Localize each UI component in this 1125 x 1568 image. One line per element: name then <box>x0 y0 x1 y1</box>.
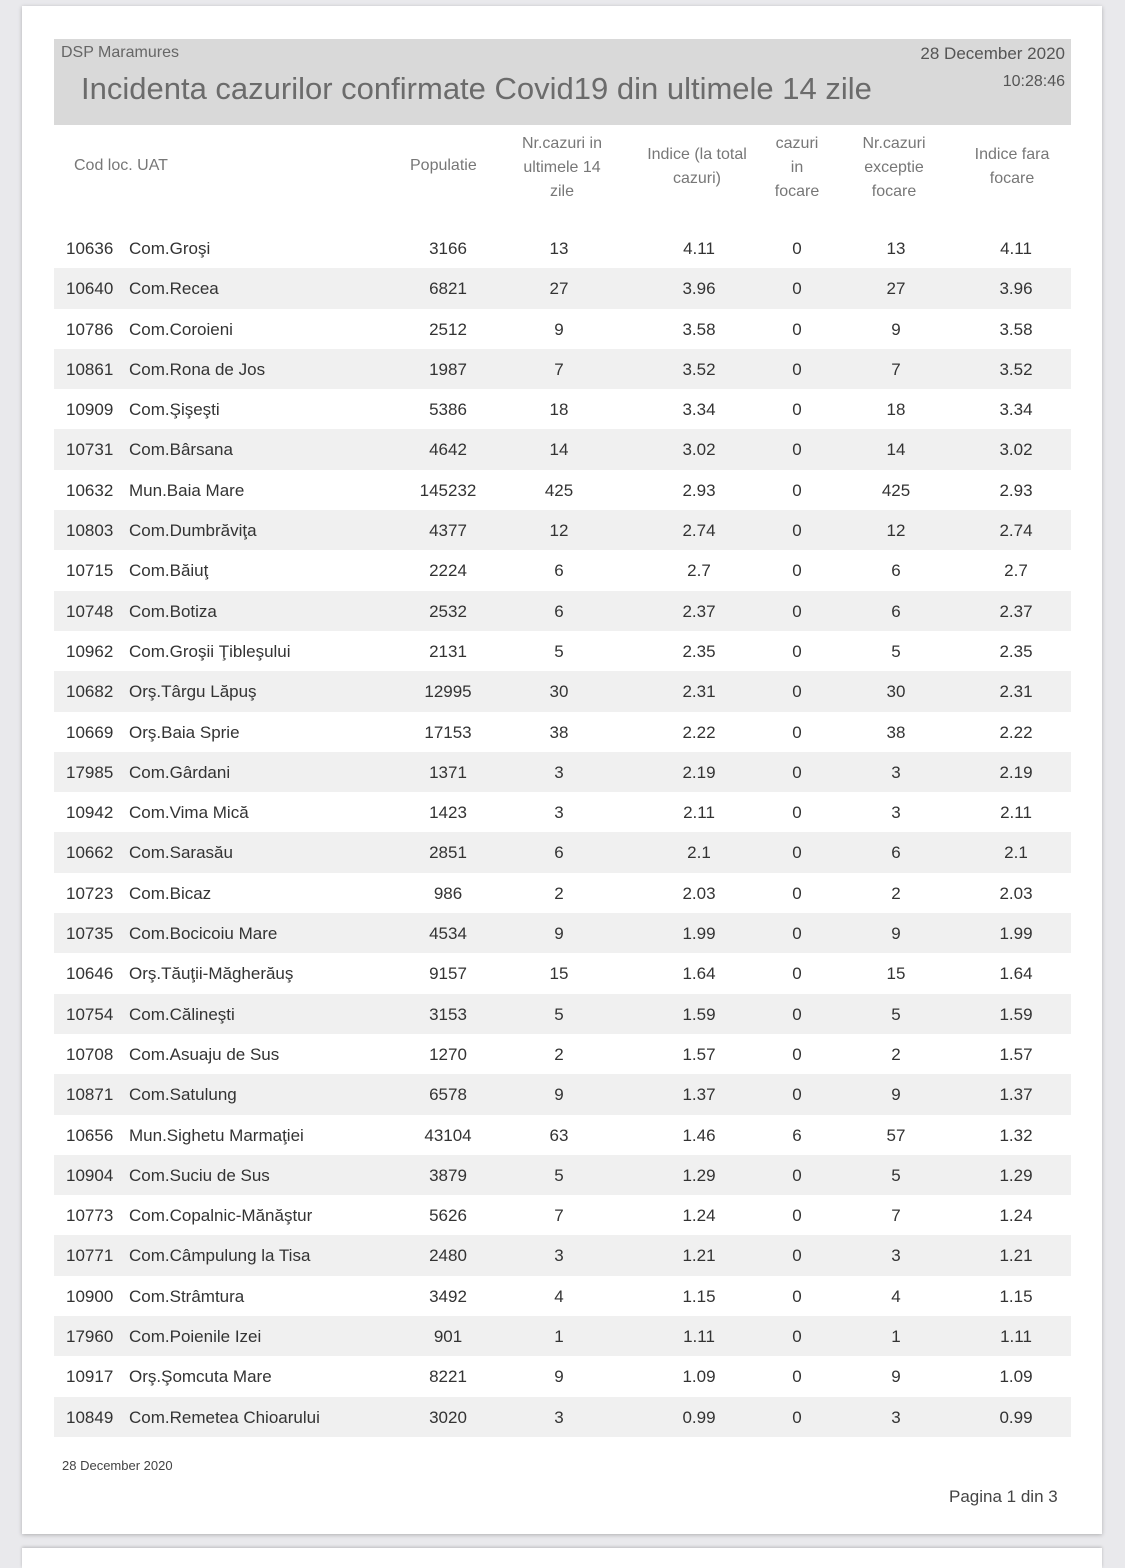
cell-uat: Com.Remetea Chioarului <box>129 1407 320 1427</box>
cell-uat: Orş.Baia Sprie <box>129 722 240 742</box>
cell-cod: 10803 <box>66 521 114 541</box>
cell-indice-fara-focare: 1.59 <box>999 1004 1033 1024</box>
cell-cod: 10754 <box>66 1004 114 1024</box>
cell-exceptie-focare: 9 <box>891 1367 901 1387</box>
cell-uat: Com.Coroieni <box>129 319 233 339</box>
cell-exceptie-focare: 15 <box>886 964 906 984</box>
cell-exceptie-focare: 2 <box>891 883 901 903</box>
cell-cazuri-focare: 0 <box>792 1206 802 1226</box>
cell-indice: 2.7 <box>687 561 711 581</box>
cell-populatie: 3166 <box>429 239 467 258</box>
cell-indice-fara-focare: 1.11 <box>1000 1327 1032 1347</box>
cell-exceptie-focare: 9 <box>891 319 901 339</box>
cell-indice-fara-focare: 2.03 <box>999 883 1033 903</box>
report-title: Incidenta cazurilor confirmate Covid19 din ultimele 14 zile <box>81 71 872 106</box>
cell-exceptie-focare: 3 <box>891 1246 901 1266</box>
cell-populatie: 9157 <box>429 964 467 984</box>
cell-cazuri-focare: 0 <box>792 1044 802 1064</box>
cell-nr-cazuri: 9 <box>554 1367 564 1387</box>
cell-populatie: 3153 <box>429 1004 467 1024</box>
cell-exceptie-focare: 4 <box>891 1286 901 1306</box>
page-number: Pagina 1 din 3 <box>949 1487 1058 1506</box>
table-row <box>54 510 1071 550</box>
cell-exceptie-focare: 5 <box>891 1165 901 1185</box>
cell-exceptie-focare: 38 <box>886 722 906 742</box>
table-row <box>54 832 1071 872</box>
cell-cazuri-focare: 0 <box>792 480 802 500</box>
cell-uat: Com.Recea <box>129 279 219 299</box>
cell-populatie: 3879 <box>429 1165 467 1185</box>
table-row <box>54 712 1071 752</box>
cell-nr-cazuri: 5 <box>554 641 564 661</box>
table-row <box>54 631 1071 671</box>
cell-populatie: 5386 <box>429 400 467 420</box>
cell-nr-cazuri: 14 <box>549 440 569 460</box>
cell-nr-cazuri: 5 <box>554 1004 564 1024</box>
cell-cod: 10786 <box>66 319 114 339</box>
table-row <box>54 1356 1071 1396</box>
cell-indice: 1.57 <box>682 1044 716 1064</box>
cell-indice: 1.24 <box>682 1206 716 1226</box>
cell-nr-cazuri: 7 <box>554 359 564 379</box>
cell-cazuri-focare: 0 <box>792 1165 802 1185</box>
table-row <box>54 550 1071 590</box>
report-date: 28 December 2020 <box>920 44 1065 63</box>
cell-indice-fara-focare: 3.96 <box>999 279 1033 299</box>
cell-exceptie-focare: 6 <box>891 601 901 621</box>
cell-uat: Com.Bocicoiu Mare <box>129 924 278 944</box>
cell-uat: Com.Şişeşti <box>129 400 220 420</box>
cell-cod: 10773 <box>66 1206 114 1226</box>
cell-cazuri-focare: 0 <box>792 440 802 460</box>
cell-cazuri-focare: 0 <box>792 1004 802 1024</box>
cell-indice-fara-focare: 3.02 <box>999 440 1033 460</box>
cell-cazuri-focare: 0 <box>792 1367 802 1387</box>
cell-uat: Com.Bârsana <box>129 440 233 460</box>
cell-cazuri-focare: 0 <box>792 1246 802 1266</box>
cell-nr-cazuri: 3 <box>554 1407 564 1427</box>
cell-indice-fara-focare: 1.32 <box>999 1125 1033 1145</box>
table-row <box>54 752 1071 792</box>
cell-exceptie-focare: 7 <box>891 1206 901 1226</box>
cell-populatie: 1423 <box>429 803 467 823</box>
cell-indice: 1.46 <box>682 1125 716 1145</box>
cell-cazuri-focare: 0 <box>792 1085 802 1105</box>
cell-populatie: 4377 <box>429 521 467 541</box>
cell-indice: 3.34 <box>682 400 716 420</box>
data-table <box>54 228 1071 1437</box>
cell-uat: Mun.Sighetu Marmaţiei <box>129 1125 304 1145</box>
next-page-edge <box>22 1548 1102 1568</box>
cell-indice: 1.11 <box>683 1327 715 1347</box>
cell-indice: 1.29 <box>682 1165 716 1185</box>
cell-cod: 10731 <box>66 440 114 460</box>
cell-cod: 10662 <box>66 843 114 863</box>
cell-indice: 3.52 <box>682 359 716 379</box>
cell-nr-cazuri: 4 <box>554 1286 564 1306</box>
cell-populatie: 1987 <box>429 359 467 379</box>
cell-cod: 10669 <box>66 722 114 742</box>
table-row <box>54 1034 1071 1074</box>
table-row <box>54 1155 1071 1195</box>
cell-indice: 1.37 <box>682 1085 716 1105</box>
table-row <box>54 1397 1071 1437</box>
cell-uat: Com.Călineşti <box>129 1004 235 1024</box>
cell-uat: Com.Sarasău <box>129 843 233 863</box>
cell-nr-cazuri: 2 <box>554 883 564 903</box>
cell-nr-cazuri: 2 <box>554 1044 564 1064</box>
cell-uat: Orş.Târgu Lăpuş <box>129 682 257 702</box>
cell-indice: 2.03 <box>682 883 716 903</box>
cell-nr-cazuri: 9 <box>554 924 564 944</box>
column-header-indice: Indice (la total cazuri) <box>647 146 747 187</box>
cell-cod: 10771 <box>66 1246 114 1266</box>
cell-indice-fara-focare: 1.64 <box>999 964 1033 984</box>
cell-indice: 3.96 <box>682 279 716 299</box>
cell-indice: 2.74 <box>682 521 716 541</box>
cell-populatie: 1371 <box>429 762 467 782</box>
cell-cazuri-focare: 0 <box>792 964 802 984</box>
cell-uat: Com.Suciu de Sus <box>129 1165 270 1185</box>
cell-indice-fara-focare: 1.24 <box>999 1206 1033 1226</box>
cell-exceptie-focare: 18 <box>886 400 906 420</box>
cell-indice-fara-focare: 1.21 <box>999 1246 1033 1266</box>
cell-indice: 1.64 <box>682 964 716 984</box>
table-row <box>54 873 1071 913</box>
cell-indice-fara-focare: 1.15 <box>999 1286 1033 1306</box>
cell-indice: 1.21 <box>682 1246 716 1266</box>
cell-exceptie-focare: 425 <box>881 480 911 500</box>
cell-cod: 10708 <box>66 1044 114 1064</box>
table-row <box>54 1235 1071 1275</box>
cell-cod: 10632 <box>66 480 114 500</box>
cell-nr-cazuri: 9 <box>554 319 564 339</box>
cell-cod: 10962 <box>66 641 114 661</box>
cell-indice-fara-focare: 2.37 <box>999 601 1033 621</box>
column-header-nr-cazuri: Nr.cazuri in ultimele 14 zile <box>521 135 603 200</box>
cell-exceptie-focare: 3 <box>891 803 901 823</box>
cell-cod: 10748 <box>66 601 114 621</box>
cell-indice-fara-focare: 2.22 <box>999 722 1033 742</box>
cell-indice: 2.37 <box>682 601 716 621</box>
cell-uat: Mun.Baia Mare <box>129 480 245 500</box>
cell-nr-cazuri: 18 <box>549 400 569 420</box>
cell-indice: 3.58 <box>682 319 716 339</box>
column-header-cazuri-focare: cazuri in focare <box>774 135 820 200</box>
table-row <box>54 309 1071 349</box>
cell-populatie: 2224 <box>429 561 467 581</box>
table-row <box>54 1316 1071 1356</box>
cell-populatie: 17153 <box>424 722 472 742</box>
cell-indice-fara-focare: 2.11 <box>1000 803 1032 823</box>
cell-indice-fara-focare: 1.37 <box>999 1085 1033 1105</box>
cell-cod: 10871 <box>66 1085 114 1105</box>
cell-indice-fara-focare: 3.34 <box>999 400 1033 420</box>
cell-populatie: 986 <box>433 883 463 903</box>
cell-populatie: 43104 <box>424 1125 472 1145</box>
cell-cod: 10715 <box>66 561 114 581</box>
cell-populatie: 2131 <box>429 641 467 661</box>
cell-populatie: 4642 <box>429 440 467 460</box>
cell-populatie: 1270 <box>429 1044 467 1064</box>
cell-cazuri-focare: 0 <box>792 682 802 702</box>
cell-uat: Com.Dumbrăviţa <box>129 521 257 541</box>
cell-cazuri-focare: 0 <box>792 400 802 420</box>
cell-uat: Orş.Şomcuta Mare <box>129 1367 272 1387</box>
cell-uat: Com.Satulung <box>129 1085 237 1105</box>
cell-uat: Com.Strâmtura <box>129 1286 245 1306</box>
cell-indice-fara-focare: 2.31 <box>999 682 1033 702</box>
cell-exceptie-focare: 1 <box>891 1327 901 1347</box>
cell-cod: 10656 <box>66 1125 114 1145</box>
cell-nr-cazuri: 30 <box>549 682 569 702</box>
table-row <box>54 1276 1071 1316</box>
cell-indice-fara-focare: 1.99 <box>999 924 1033 944</box>
cell-nr-cazuri: 3 <box>554 1246 564 1266</box>
cell-cod: 10640 <box>66 279 114 299</box>
organization-name: DSP Maramures <box>61 44 179 61</box>
report-time: 10:28:46 <box>1002 73 1065 90</box>
cell-indice-fara-focare: 1.29 <box>999 1165 1033 1185</box>
cell-populatie: 145232 <box>419 480 477 500</box>
table-row <box>54 591 1071 631</box>
cell-cod: 10904 <box>66 1165 114 1185</box>
cell-exceptie-focare: 5 <box>891 1004 901 1024</box>
cell-cod: 10723 <box>66 883 114 903</box>
cell-cazuri-focare: 0 <box>792 1407 802 1427</box>
cell-uat: Com.Asuaju de Sus <box>129 1044 280 1064</box>
cell-uat: Com.Câmpulung la Tisa <box>129 1246 311 1266</box>
cell-cazuri-focare: 0 <box>792 641 802 661</box>
cell-exceptie-focare: 12 <box>886 521 906 541</box>
cell-cazuri-focare: 0 <box>792 1286 802 1306</box>
cell-indice-fara-focare: 3.58 <box>999 319 1033 339</box>
cell-exceptie-focare: 30 <box>886 682 906 702</box>
cell-cazuri-focare: 0 <box>792 883 802 903</box>
cell-populatie: 6578 <box>429 1085 467 1105</box>
cell-uat: Com.Băiuţ <box>129 561 209 581</box>
cell-cod: 10646 <box>66 964 114 984</box>
cell-exceptie-focare: 7 <box>891 359 901 379</box>
cell-uat: Com.Poienile Izei <box>129 1327 262 1347</box>
cell-exceptie-focare: 3 <box>891 762 901 782</box>
cell-nr-cazuri: 63 <box>549 1125 569 1145</box>
cell-populatie: 12995 <box>424 682 472 702</box>
cell-indice-fara-focare: 2.19 <box>999 762 1033 782</box>
cell-exceptie-focare: 9 <box>891 1085 901 1105</box>
cell-cod: 17985 <box>66 762 114 782</box>
table-row <box>54 994 1071 1034</box>
cell-exceptie-focare: 14 <box>886 440 906 460</box>
cell-nr-cazuri: 3 <box>554 762 564 782</box>
cell-cazuri-focare: 0 <box>792 239 802 258</box>
cell-indice-fara-focare: 2.93 <box>999 480 1033 500</box>
cell-uat: Com.Groşii Ţibleşului <box>129 641 291 661</box>
table-row <box>54 268 1071 308</box>
column-header-indice-fara-focare: Indice fara focare <box>974 146 1050 187</box>
cell-exceptie-focare: 6 <box>891 843 901 863</box>
cell-nr-cazuri: 9 <box>554 1085 564 1105</box>
cell-cazuri-focare: 6 <box>792 1125 802 1145</box>
cell-populatie: 901 <box>433 1327 463 1347</box>
cell-populatie: 2480 <box>429 1246 467 1266</box>
cell-indice: 2.22 <box>682 722 716 742</box>
cell-populatie: 6821 <box>429 279 467 299</box>
table-row <box>54 792 1071 832</box>
cell-exceptie-focare: 9 <box>891 924 901 944</box>
cell-indice-fara-focare: 2.74 <box>999 521 1033 541</box>
cell-indice: 1.15 <box>682 1286 716 1306</box>
cell-nr-cazuri: 13 <box>549 239 569 258</box>
cell-cazuri-focare: 0 <box>792 843 802 863</box>
cell-cazuri-focare: 0 <box>792 521 802 541</box>
cell-nr-cazuri: 6 <box>554 601 564 621</box>
cell-indice: 2.31 <box>682 682 716 702</box>
cell-indice: 1.99 <box>682 924 716 944</box>
cell-indice-fara-focare: 0.99 <box>999 1407 1033 1427</box>
cell-exceptie-focare: 2 <box>891 1044 901 1064</box>
cell-nr-cazuri: 6 <box>554 561 564 581</box>
table-row <box>54 470 1071 510</box>
cell-cazuri-focare: 0 <box>792 803 802 823</box>
cell-uat: Com.Bicaz <box>129 883 212 903</box>
cell-exceptie-focare: 3 <box>891 1407 901 1427</box>
cell-nr-cazuri: 27 <box>549 279 569 299</box>
cell-cazuri-focare: 0 <box>792 561 802 581</box>
cell-uat: Com.Copalnic-Mănăştur <box>129 1206 313 1226</box>
cell-indice: 2.93 <box>682 480 716 500</box>
cell-exceptie-focare: 6 <box>891 561 901 581</box>
cell-populatie: 3492 <box>429 1286 467 1306</box>
column-header-cod-uat: Cod loc. UAT <box>74 157 168 174</box>
cell-nr-cazuri: 1 <box>554 1327 564 1347</box>
cell-nr-cazuri: 6 <box>554 843 564 863</box>
cell-uat: Com.Botiza <box>129 601 217 621</box>
cell-uat: Orş.Tăuţii-Măgherăuş <box>129 964 294 984</box>
cell-exceptie-focare: 13 <box>886 239 906 258</box>
cell-cazuri-focare: 0 <box>792 359 802 379</box>
cell-populatie: 2851 <box>429 843 467 863</box>
cell-uat: Com.Rona de Jos <box>129 359 266 379</box>
cell-indice-fara-focare: 3.52 <box>999 359 1033 379</box>
cell-cod: 10909 <box>66 400 114 420</box>
cell-cazuri-focare: 0 <box>792 762 802 782</box>
cell-cod: 10849 <box>66 1407 114 1427</box>
cell-uat: Com.Gârdani <box>129 762 231 782</box>
cell-populatie: 5626 <box>429 1206 467 1226</box>
cell-indice: 1.59 <box>682 1004 716 1024</box>
cell-uat: Com.Groşi <box>129 239 211 258</box>
cell-exceptie-focare: 27 <box>886 279 906 299</box>
cell-nr-cazuri: 38 <box>549 722 569 742</box>
cell-indice-fara-focare: 2.35 <box>999 641 1033 661</box>
column-header-exceptie-focare: Nr.cazuri exceptie focare <box>862 135 926 200</box>
cell-indice: 2.19 <box>682 762 716 782</box>
table-row <box>54 429 1071 469</box>
cell-populatie: 8221 <box>429 1367 467 1387</box>
cell-indice: 3.02 <box>682 440 716 460</box>
cell-indice: 2.35 <box>682 641 716 661</box>
table-row <box>54 953 1071 993</box>
table-row <box>54 1074 1071 1114</box>
footer-date: 28 December 2020 <box>62 1458 173 1473</box>
cell-cazuri-focare: 0 <box>792 924 802 944</box>
cell-indice-fara-focare: 4.11 <box>1000 239 1032 258</box>
cell-cod: 10917 <box>66 1367 114 1387</box>
cell-uat: Com.Vima Mică <box>129 803 249 823</box>
column-header-populatie: Populatie <box>410 157 477 174</box>
table-row <box>54 389 1071 429</box>
cell-populatie: 2512 <box>429 319 467 339</box>
cell-nr-cazuri: 15 <box>549 964 569 984</box>
cell-cod: 10861 <box>66 359 114 379</box>
cell-indice-fara-focare: 1.57 <box>999 1044 1033 1064</box>
cell-cazuri-focare: 0 <box>792 319 802 339</box>
table-row <box>54 228 1071 268</box>
cell-cod: 17960 <box>66 1327 114 1347</box>
cell-cod: 10636 <box>66 239 114 258</box>
report-header <box>54 39 1071 125</box>
cell-nr-cazuri: 3 <box>554 803 564 823</box>
cell-cazuri-focare: 0 <box>792 279 802 299</box>
cell-nr-cazuri: 7 <box>554 1206 564 1226</box>
cell-nr-cazuri: 12 <box>549 521 569 541</box>
cell-cod: 10682 <box>66 682 114 702</box>
table-row <box>54 1115 1071 1155</box>
cell-nr-cazuri: 5 <box>554 1165 564 1185</box>
cell-cazuri-focare: 0 <box>792 722 802 742</box>
cell-populatie: 4534 <box>429 924 467 944</box>
cell-exceptie-focare: 5 <box>891 641 901 661</box>
table-row <box>54 349 1071 389</box>
table-row <box>54 913 1071 953</box>
cell-cazuri-focare: 0 <box>792 601 802 621</box>
table-row <box>54 1195 1071 1235</box>
cell-indice: 2.11 <box>683 803 715 823</box>
cell-nr-cazuri: 425 <box>544 480 574 500</box>
cell-populatie: 2532 <box>429 601 467 621</box>
cell-indice: 2.1 <box>687 843 711 863</box>
cell-indice: 1.09 <box>682 1367 716 1387</box>
cell-indice-fara-focare: 2.7 <box>1004 561 1028 581</box>
cell-cod: 10942 <box>66 803 114 823</box>
cell-indice-fara-focare: 1.09 <box>999 1367 1033 1387</box>
cell-indice: 4.11 <box>683 239 715 258</box>
cell-cod: 10735 <box>66 924 114 944</box>
cell-exceptie-focare: 57 <box>886 1125 906 1145</box>
cell-cod: 10900 <box>66 1286 114 1306</box>
cell-indice-fara-focare: 2.1 <box>1004 843 1028 863</box>
report-page <box>22 6 1102 1534</box>
cell-populatie: 3020 <box>429 1407 467 1427</box>
cell-cazuri-focare: 0 <box>792 1327 802 1347</box>
table-row <box>54 671 1071 711</box>
cell-indice: 0.99 <box>682 1407 716 1427</box>
